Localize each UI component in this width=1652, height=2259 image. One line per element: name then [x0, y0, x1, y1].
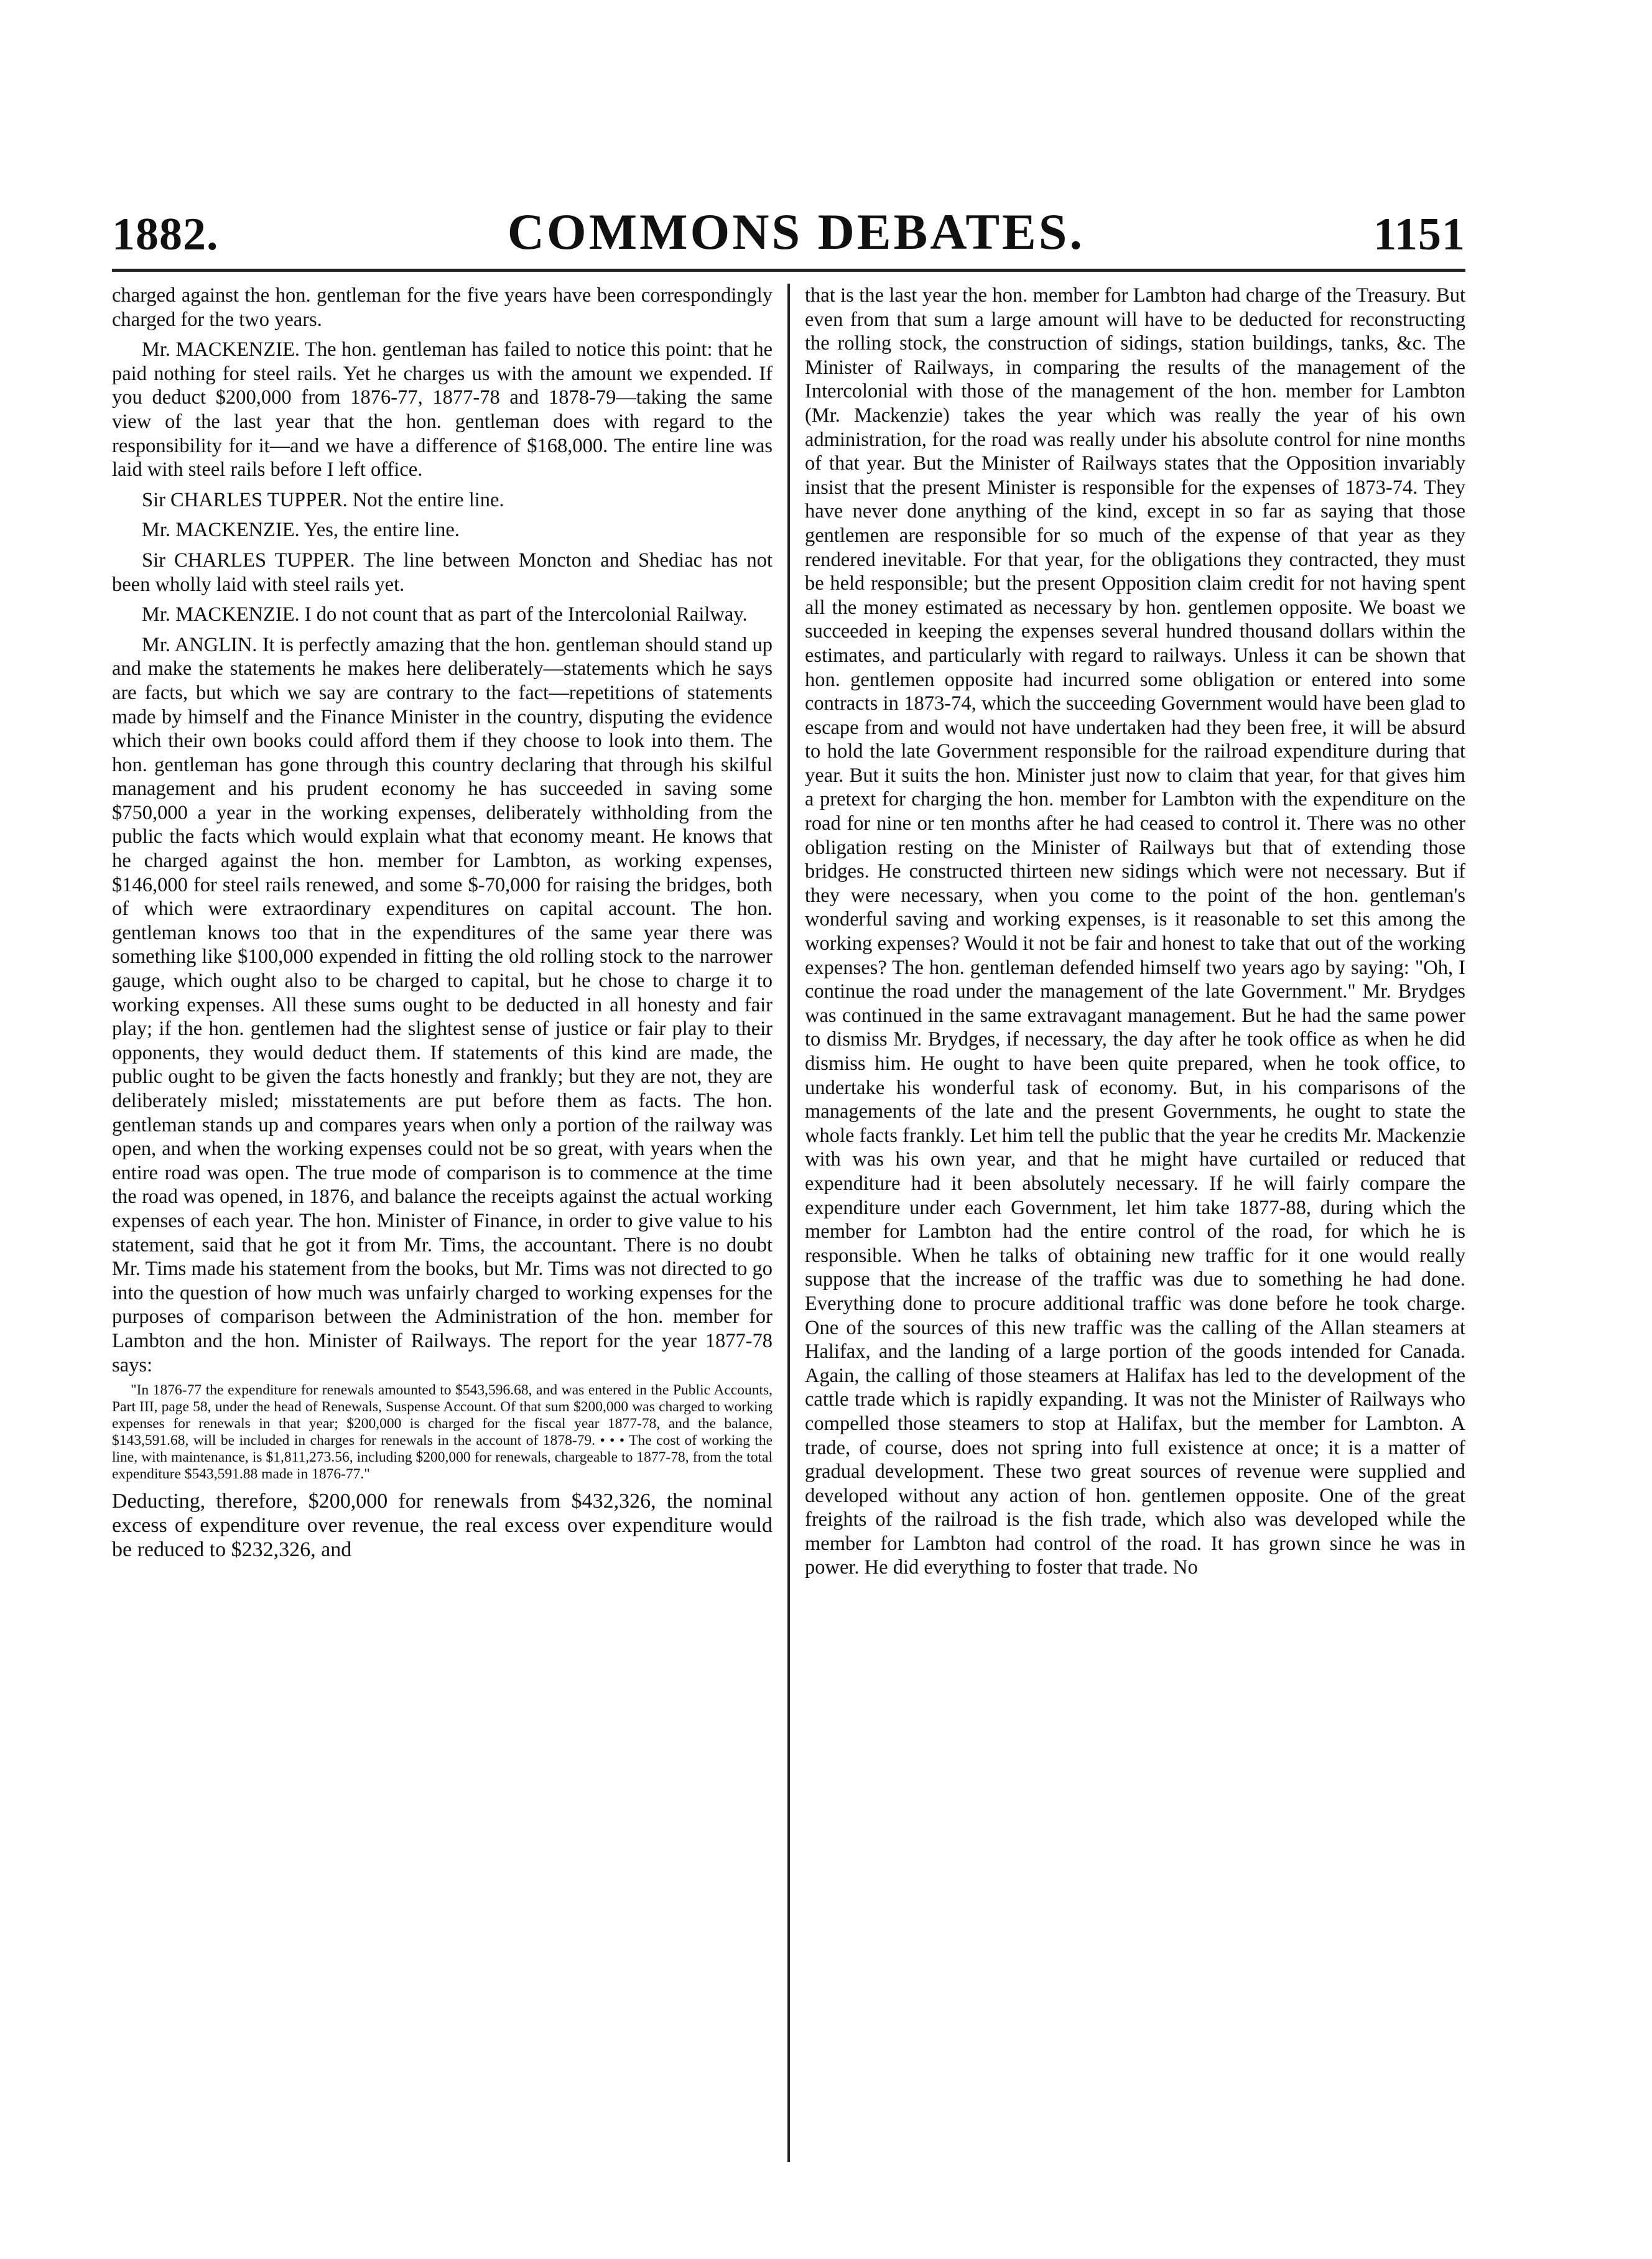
paragraph: Mr. ANGLIN. It is perfectly amazing that the hon. gentleman should stand up and make the statements he makes here deliberately—statements which he says are facts, but which we say are contrary to the fact—repetitions of statements made by himself and the Finance Minister in the country, disputing the evidence which their own books could afford them if they choose to look into them. The hon. gentleman has gone through this country declaring that through his skilful management and his prudent economy he has succeeded in saving some $750,000 a year in the working expenses, deliberately withholding from the public the facts which would explain what that economy meant. He knows that he charged against the hon. member for Lambton, as working expenses, $146,000 for steel rails renewed, and some $-70,000 for raising the bridges, both of which were extraordinary expenditures on capital account. The hon. gentleman knows too that in the expenditures of the same year there was something like $100,000 expended in fitting the old rolling stock to the narrower gauge, which ought also to be charged to capital, but he chose to charge it to working expenses. All these sums ought to be deducted in all honesty and fair play; if the hon. gentlemen had the slightest sense of justice or fair play to their opponents, they would deduct them. If statements of this kind are made, the public ought to be given the facts honestly and frankly; but they are not, they are deliberately misled; misstatements are put before them as facts. The hon. gentleman stands up and compares years when only a portion of the railway was open, and when the working expenses could not be so great, with years when the entire road was open. The true mode of comparison is to commence at the time the road was opened, in 1876, and balance the receipts against the actual working expenses of each year. The hon. Minister of Finance, in order to give value to his statement, said that he got it from Mr. Tims, the accountant. There is no doubt Mr. Tims made his statement from the books, but Mr. Tims was not directed to go into the question of how much was unfairly charged to working expenses for the purposes of comparison between the Administration of the hon. member for Lambton and the hon. Minister of Railways. The report for the year 1877-78 says:	[112, 633, 773, 1376]
report-quotation: "In 1876-77 the expenditure for renewals amounted to $543,596.68, and was entered in the Public Accounts, Part III, page 58, under the head of Renewals, Suspense Account. Of that sum $200,000 was charged to working expenses for renewals in that year; $200,000 is charged for the fiscal year 1877-78, and the balance, $143,591.68, will be included in charges for renewals in the account of 1878-79. • • • The cost of working the line, with maintenance, is $1,811,273.56, including $200,000 for renewals, chargeable to 1877-78, from the total expenditure $543,591.88 made in 1876-77."	[112, 1382, 773, 1483]
header-rule	[112, 269, 1465, 272]
right-column	[796, 284, 1465, 2162]
paragraph: Sir CHARLES TUPPER. Not the entire line.	[142, 488, 504, 511]
text-columns	[112, 284, 1465, 2162]
paragraph: that is the last year the hon. member for Lambton had charge of the Treasury. But even from that sum a large amount will have to be deducted for reconstructing the rolling stock, the construction of sidings, station buildings, tanks, &c. The Minister of Railways, in comparing the results of the management of the Intercolonial with those of the management of the hon. member for Lambton (Mr. Mackenzie) takes the year which was really the year of his own administration, for the road was really under his absolute control for nine months of that year. But the Minister of Railways states that the Opposition invariably insist that the present Minister is responsible for the expenses of 1873-74. They have never done anything of the kind, except in so far as saying that those gentlemen are responsible for so much of the expense of that year as they rendered inevitable. For that year, for the obligations they contracted, they must be held responsible; but the present Opposition claim credit for not having spent all the money estimated as necessary by hon. gentlemen opposite. We boast we succeeded in keeping the expenses several hundred thousand dollars within the estimates, and particularly with regard to railways. Unless it can be shown that hon. gentlemen opposite had incurred some obligation or entered into some contracts in 1873-74, which the succeeding Government would have been glad to escape from and would not have undertaken had they been free, it will be absurd to hold the late Government responsible for the railroad expenditure during that year. But it suits the hon. Minister just now to claim that year, for that gives him a pretext for charging the hon. member for Lambton with the expenditure on the road for nine or ten months after he had ceased to control it. There was no other obligation resting on the Minister of Railways but that of extending those bridges. He constructed thirteen new sidings which were not necessary. But if they were necessary, when you come to the point of the hon. gentleman's wonderful saving and working expenses, is it reasonable to set this among the working expenses? Would it not be fair and honest to take that out of the working expenses? The hon. gentleman defended himself two years ago by saying: "Oh, I continue the road under the management of the late Government." Mr. Brydges was continued in the same extravagant management. But he had the same power to dismiss Mr. Brydges, if necessary, the day after he took office as when he did dismiss him. He ought to have been quite prepared, when he took office, to undertake his wonderful task of economy. But, in his comparisons of the managements of the late and the present Governments, he ought to state the whole facts frankly. Let him tell the public that the year he credits Mr. Mackenzie with was his own year, and that he might have curtailed or reduced that expenditure had it been absolutely necessary. If he will fairly compare the expenditure under each Government, let him take 1877-88, during which the member for Lambton had the entire control of the road, for which he is responsible. When he talks of obtaining new traffic for it one would really suppose that the increase of the traffic was due to something he had done. Everything done to procure additional traffic was done before he took charge. One of the sources of this new traffic was the calling of the Allan steamers at Halifax, and the landing of a large portion of the goods intended for Canada. Again, the calling of those steamers at Halifax has led to the development of the cattle trade which is rapidly expanding. It was not the Minister of Railways who compelled those steamers to stop at Halifax, but the member for Lambton. A trade, of course, does not spring into full existence at once; it is a matter of gradual development. These two great sources of revenue were supplied and developed without any action of hon. gentlemen opposite. One of the great freights of the railroad is the fish trade, which also was developed while the member for Lambton had control of the road. It has grown since he was in power. He did everything to foster that trade. No	[805, 284, 1466, 1579]
paragraph: Mr. MACKENZIE. The hon. gentleman has failed to notice this point: that he paid nothing for steel rails. Yet he charges us with the amount we expended. If you deduct $200,000 from 1876-77, 1877-78 and 1878-79—taking the same view of the last year that the hon. gentleman does with regard to the responsibility for it—and we have a difference of $168,000. The entire line was laid with steel rails before I left office.	[112, 338, 773, 481]
page-header	[112, 187, 1465, 261]
paragraph: Sir CHARLES TUPPER. The line between Moncton and Shediac has not been wholly laid with steel rails yet.	[112, 549, 773, 596]
header-year: 1882.	[112, 209, 219, 260]
column-divider	[787, 284, 790, 2162]
paragraph: charged against the hon. gentleman for the five years have been correspondingly charged for the two years.	[112, 284, 773, 331]
paragraph: Deducting, therefore, $200,000 for renewals from $432,326, the nominal excess of expenditure over revenue, the real excess over expenditure would be reduced to $232,326, and	[112, 1490, 773, 1562]
header-title: COMMONS DEBATES.	[507, 203, 1085, 260]
paragraph: Mr. MACKENZIE. I do not count that as part of the Intercolonial Railway.	[142, 603, 748, 626]
header-page-number: 1151	[1373, 209, 1465, 260]
left-column	[112, 284, 781, 2162]
paragraph: Mr. MACKENZIE. Yes, the entire line.	[142, 519, 460, 542]
